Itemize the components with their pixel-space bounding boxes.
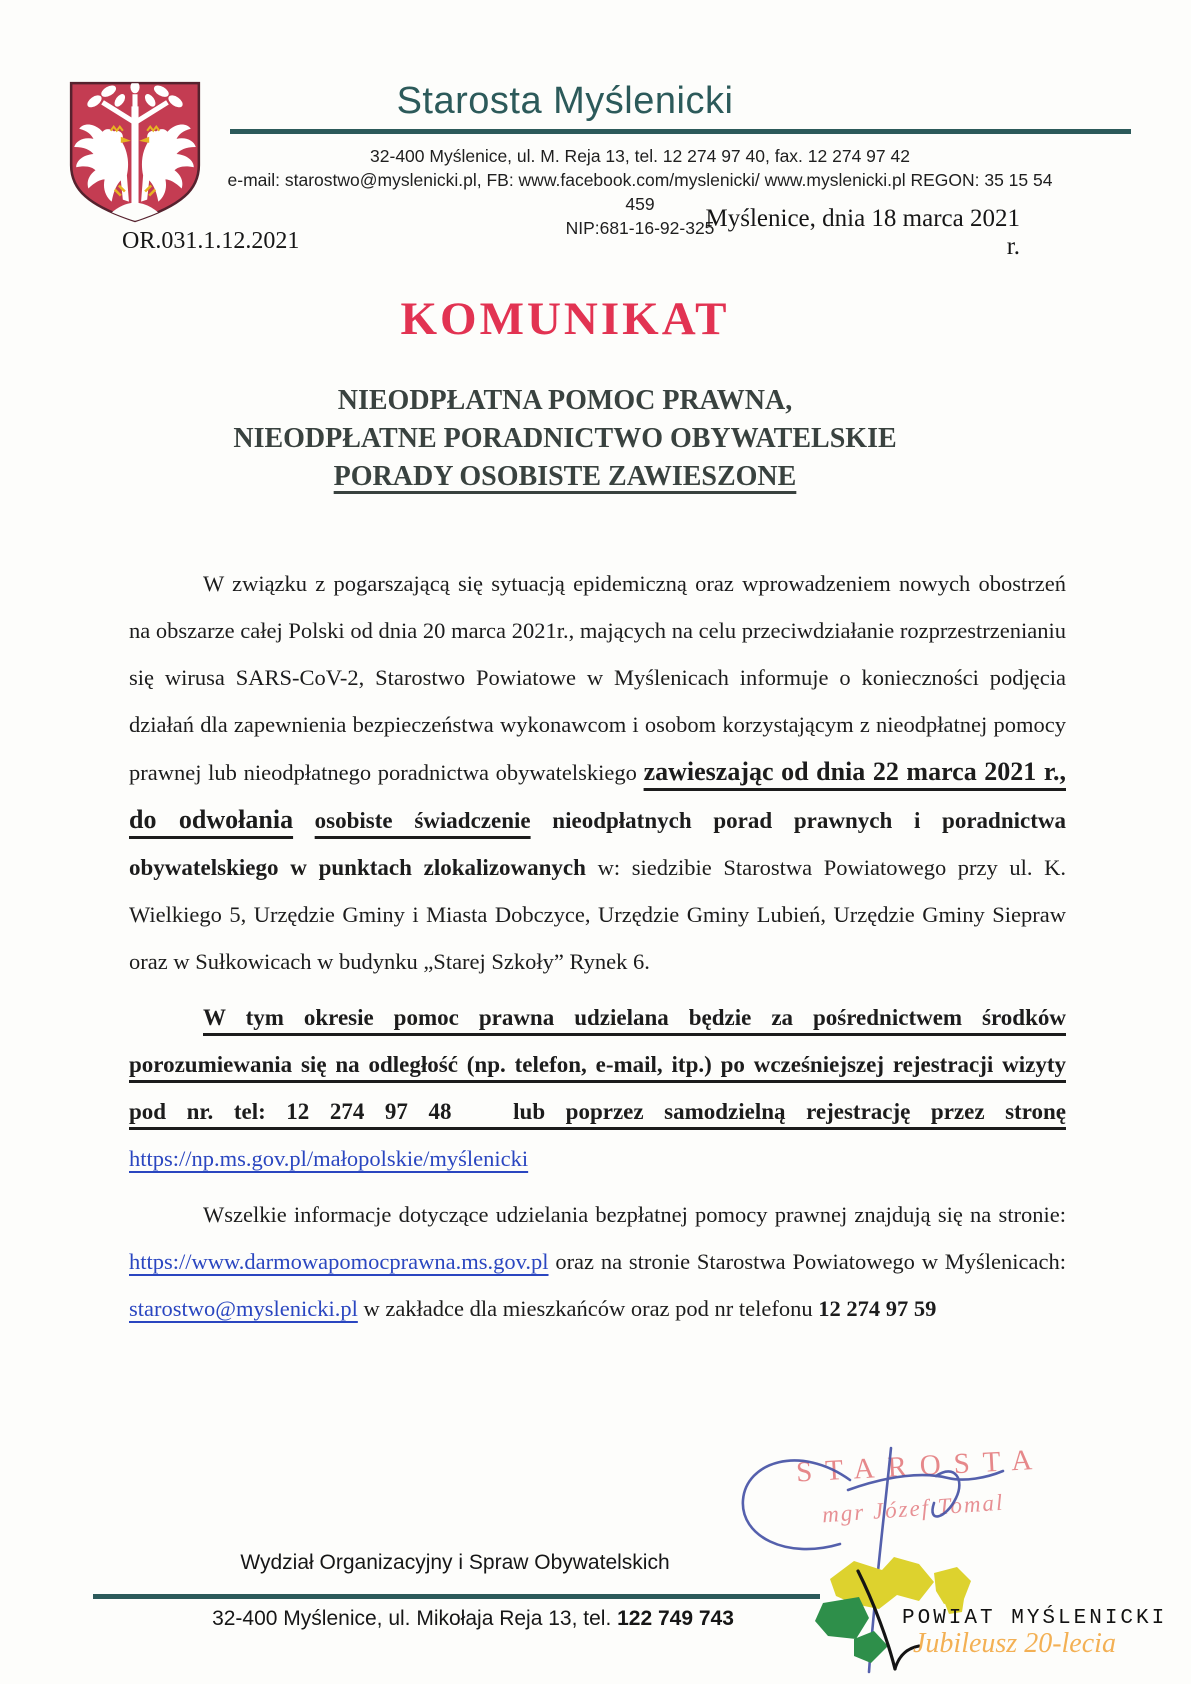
letterhead-rule [230, 129, 1131, 134]
p1-bold-text: nieodpłatnych porad prawnych i poradnictwa obywatelskiego w punktach zlokalizowanych [129, 808, 1066, 880]
p2-remote-service-text: W tym okresie pomoc prawna udzielana będzie za pośrednictwem środków porozumiewania się na odległość (np. telefon, e-mail, itp.) po wcześniejszej rejestracji wizyty pod nr. tel: 12 274 97 48 lub poprzez samodzielną rejestrację przez stronę [129, 1005, 1066, 1124]
paragraph-3 [129, 1191, 1066, 1332]
coat-of-arms-icon [63, 76, 207, 226]
paragraph-2 [129, 994, 1066, 1182]
address-line-1: 32-400 Myślenice, ul. M. Reja 13, tel. 12 274 97 40, fax. 12 274 97 42 [370, 146, 910, 166]
p3-text-3: w zakładce dla mieszkańców oraz pod nr telefonu [357, 1296, 819, 1321]
stamp-name-text: mgr Józef Tomal [821, 1489, 1006, 1528]
notice-title: KOMUNIKAT [400, 293, 730, 345]
p3-text-1: Wszelkie informacje dotyczące udzielania bezpłatnej pomocy prawnej znajdują się na stronie: [203, 1202, 1066, 1227]
document-body [129, 560, 1066, 1341]
p1-text: W związku z pogarszającą się sytuacją epidemiczną oraz wprowadzeniem nowych obostrzeń na obszarze całej Polski od dnia 20 marca 2021r., mających na celu przeciwdziałanie rozprzestrzenianiu się wirusa SARS-CoV-2, Starostwo Powiatowe w Myślenicach informuje o konieczności podjęcia działań dla zapewnienia bezpieczeństwa wykonawcom i osobom korzystającym z nieodpłatnej pomocy prawnej lub nieodpłatnego poradnictwa obywatelskiego [129, 571, 1066, 785]
footer-department: Wydział Organizacyjny i Spraw Obywatelskich [240, 1551, 670, 1574]
free-legal-aid-link[interactable]: https://www.darmowapomocprawna.ms.gov.pl [129, 1249, 549, 1274]
subtitle-line-3: PORADY OSOBISTE ZAWIESZONE [333, 461, 797, 492]
p1-personal-phrase: osobiste świadczenie [314, 808, 531, 833]
paragraph-1 [129, 560, 1066, 985]
notice-subtitles [0, 382, 1130, 496]
starostwo-email-link[interactable]: starostwo@myslenicki.pl [129, 1296, 358, 1321]
p3-text-2: oraz na stronie Starostwa Powiatowego w Myślenicach: [548, 1249, 1066, 1274]
logo-jubilee-text: Jubileusz 20-lecia [913, 1628, 1116, 1659]
footer-rule [93, 1594, 820, 1599]
footer-address: 32-400 Myślenice, ul. Mikołaja Reja 13, tel. 122 749 743 [212, 1607, 734, 1630]
registration-link[interactable]: https://np.ms.gov.pl/małopolskie/myślenicki [129, 1146, 529, 1171]
p1-suspension-phrase: zawieszając od dnia 22 marca 2021 r., do odwołania [129, 757, 1066, 834]
date-line: Myślenice, dnia 18 marca 2021 r. [705, 205, 1020, 260]
subtitle-line-1: NIEODPŁATNA POMOC PRAWNA, [337, 385, 793, 416]
nip-line: NIP:681-16-92-325 [565, 218, 715, 238]
reference-number: OR.031.1.12.2021 [122, 228, 300, 254]
address-line-2: e-mail: starostwo@myslenicki.pl, FB: www.facebook.com/myslenicki/ www.myslenicki.pl REGON: 35 15 54 459 [227, 170, 1053, 214]
stamp-starosta-text: STAROSTA [795, 1443, 1046, 1489]
logo-powiat-title: POWIAT MYŚLENICKI [902, 1607, 1168, 1630]
footer-phone-number: 122 749 743 [617, 1607, 734, 1630]
letterhead-title: Starosta Myślenicki [396, 80, 734, 122]
info-phone-number: 12 274 97 59 [818, 1296, 937, 1321]
subtitle-line-2: NIEODPŁATNE PORADNICTWO OBYWATELSKIE [233, 423, 897, 454]
p1-locations-text: w: siedzibie Starostwa Powiatowego przy ul. K. Wielkiego 5, Urzędzie Gminy i Miasta Dobczyce, Urzędzie Gminy Lubień, Urzędzie Gminy Siepraw oraz w Sułkowicach w budynku „Starej Szkoły” Rynek 6. [129, 855, 1067, 974]
